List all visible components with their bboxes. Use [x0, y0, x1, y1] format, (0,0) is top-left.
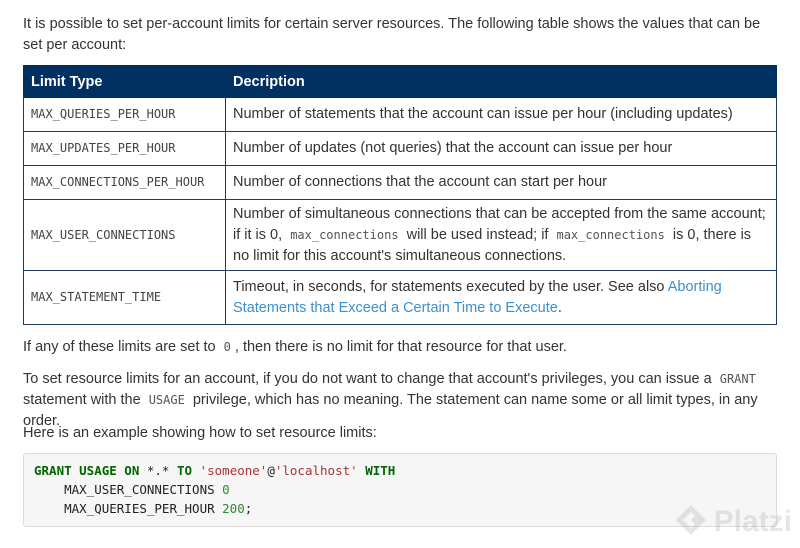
table-row: [24, 271, 777, 325]
code-number: 0: [222, 482, 230, 497]
limits-table: [23, 65, 777, 325]
limit-desc: Number of statements that the account can issue per hour (including updates): [226, 98, 777, 132]
limit-desc: [226, 271, 777, 325]
inline-code: USAGE: [148, 393, 185, 407]
desc-text: Timeout, in seconds, for statements executed by the user. See also: [233, 278, 665, 295]
inline-code: max_connections: [290, 227, 399, 242]
code-keyword: GRANT USAGE ON: [34, 463, 140, 478]
limit-key: MAX_UPDATES_PER_HOUR: [31, 141, 176, 155]
limit-key-cell: [24, 98, 226, 132]
code-line: [34, 500, 252, 518]
platzi-logo-icon: [674, 503, 708, 541]
example-intro-paragraph: Here is an example showing how to set resource limits:: [23, 425, 377, 441]
table-row: [24, 200, 777, 271]
limit-key: MAX_QUERIES_PER_HOUR: [31, 107, 176, 121]
code-text: MAX_USER_CONNECTIONS: [34, 482, 223, 497]
limit-key-cell: [24, 200, 226, 271]
limit-desc: [226, 200, 777, 271]
code-number: 200: [222, 501, 245, 516]
platzi-watermark: [674, 502, 792, 542]
table-header-row: [24, 66, 777, 98]
code-string: 'localhost': [274, 463, 358, 478]
limit-desc: Number of connections that the account can start per hour: [226, 166, 777, 200]
code-text: @: [267, 463, 275, 478]
p3-text: statement with the: [23, 392, 141, 408]
zero-limit-paragraph: [23, 337, 778, 358]
limit-key: MAX_STATEMENT_TIME: [31, 290, 162, 304]
p2-text: , then there is no limit for that resource for that user.: [234, 339, 567, 355]
code-line: [34, 481, 230, 499]
code-string: 'someone': [199, 463, 268, 478]
code-text: ;: [244, 501, 253, 516]
inline-code: max_connections: [556, 227, 665, 242]
limit-key-cell: [24, 271, 226, 325]
table-row: [24, 98, 777, 132]
inline-code: GRANT: [719, 372, 756, 386]
sql-code-block: [23, 453, 777, 527]
intro-paragraph: It is possible to set per-account limits for certain server resources. The following table shows the values that can be set per account:: [23, 16, 761, 53]
code-keyword: WITH: [365, 463, 396, 478]
code-keyword: TO: [177, 463, 193, 478]
desc-text: will be used instead; if: [406, 226, 549, 243]
code-line: [34, 462, 395, 480]
p3-text: To set resource limits for an account, if you do not want to change that account's privileges, you can issue a: [23, 371, 712, 387]
p2-text: If any of these limits are set to: [23, 339, 216, 355]
table-row: [24, 166, 777, 200]
limit-key-cell: [24, 132, 226, 166]
code-text: *.*: [139, 463, 177, 478]
header-description: Decription: [226, 66, 777, 98]
header-limit-type: Limit Type: [24, 66, 226, 98]
limit-key-cell: [24, 166, 226, 200]
watermark-text: Platzi: [713, 505, 792, 538]
desc-text: is 0, there is no limit for this account's simultaneous connections.: [233, 226, 752, 264]
limit-key: MAX_CONNECTIONS_PER_HOUR: [31, 175, 205, 189]
inline-code: 0: [223, 340, 231, 354]
code-text: MAX_QUERIES_PER_HOUR: [34, 501, 223, 516]
table-row: [24, 132, 777, 166]
aborting-statements-link[interactable]: Aborting Statements that Exceed a Certain Time to Execute: [233, 278, 722, 316]
limit-key: MAX_USER_CONNECTIONS: [31, 227, 176, 242]
limit-desc: Number of updates (not queries) that the account can issue per hour: [226, 132, 777, 166]
desc-text: Number of simultaneous connections that can be accepted from the same account; if it is 0,: [233, 205, 766, 243]
p3-text: privilege, which has no meaning. The statement can name some or all limit types, in any order.: [23, 392, 758, 429]
desc-text: .: [557, 299, 562, 316]
